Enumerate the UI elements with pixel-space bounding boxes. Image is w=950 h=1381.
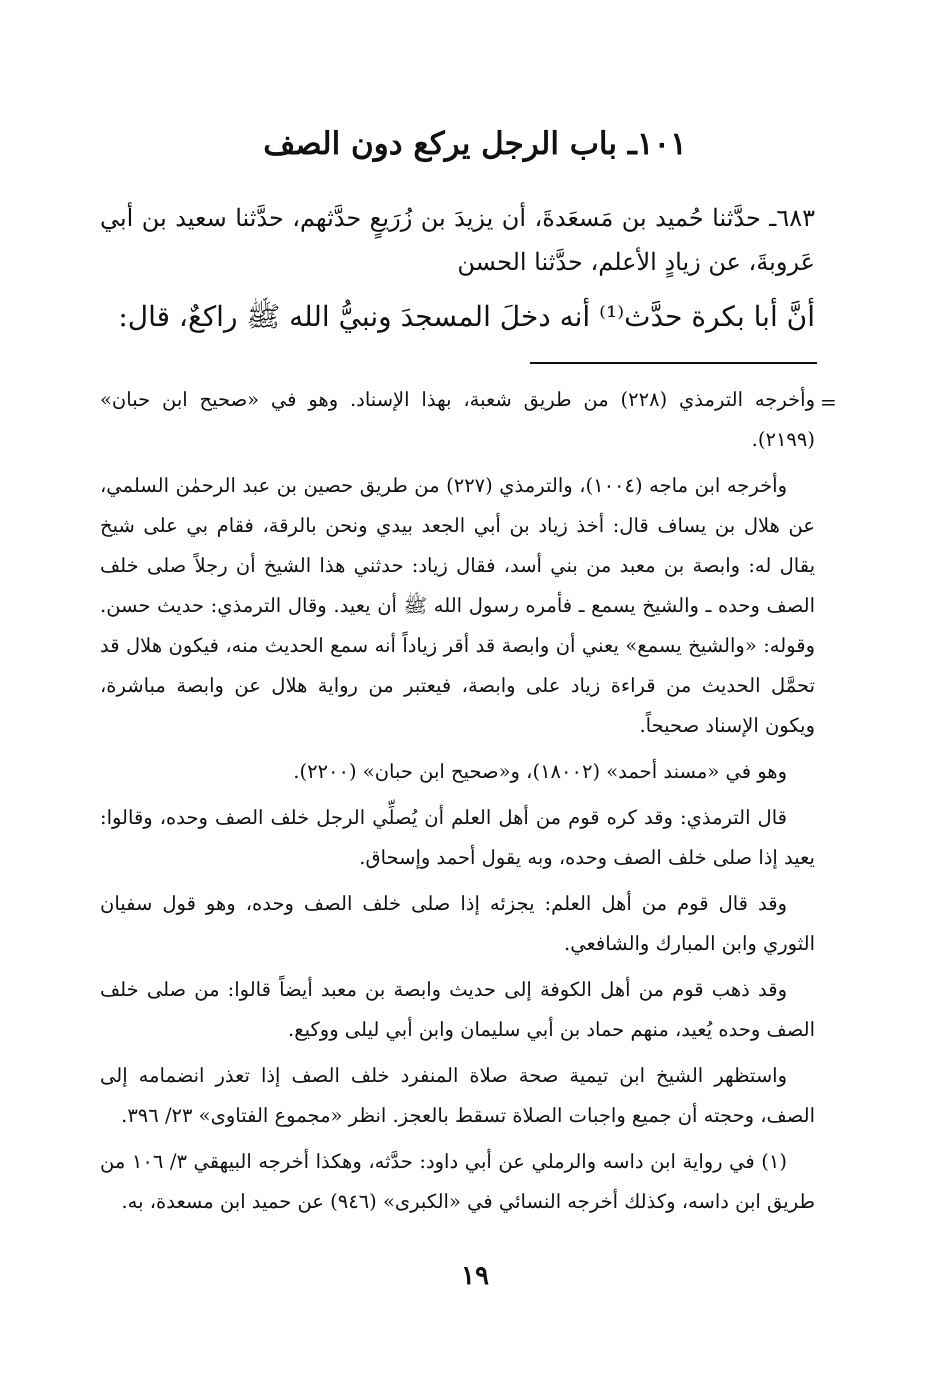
footnote-paragraph: وأخرجه الترمذي (٢٢٨) من طريق شعبة، بهذا الإسناد. وهو في «صحيح ابن حبان» (٢١٩٩). [100,388,815,451]
footnote-paragraph: وقد قال قوم من أهل العلم: يجزئه إذا صلى خلف الصف وحده، وهو قول سفيان الثوري وابن المبارك والشافعي. [100,892,815,955]
chapter-title: ١٠١ـ باب الرجل يركع دون الصف [263,126,687,162]
footnotes [100,380,815,1228]
footnote-paragraph: واستظهر الشيخ ابن تيمية صحة صلاة المنفرد خلف الصف إذا تعذر انضمامه إلى الصف، وحجته أن جميع واجبات الصلاة تسقط بالعجز. انظر «مجموع الفتاوى» ٢٣/ ٣٩٦. [100,1064,815,1127]
footnote-paragraph: قال الترمذي: وقد كره قوم من أهل العلم أن يُصلِّي الرجل خلف الصف وحده، وقالوا: يعيد إذا صلى خلف الصف وحده، وبه يقول أحمد وإسحاق. [100,806,815,869]
hadith-text [100,196,815,340]
footnote-separator [530,362,817,364]
footnote-continuation-mark: = [820,390,837,414]
footnote-paragraph: وهو في «مسند أحمد» (١٨٠٠٢)، و«صحيح ابن حبان» (٢٢٠٠). [293,760,787,783]
footnote-1: (١) في رواية ابن داسه والرملي عن أبي داود: حدَّثه، وهكذا أخرجه البيهقي ٣/ ١٠٦ من طريق ابن داسه، وكذلك أخرجه النسائي في «الكبرى» (٩٤٦) عن حميد ابن مسعدة، به. [100,1150,815,1213]
footnote-paragraph: وأخرجه ابن ماجه (١٠٠٤)، والترمذي (٢٢٧) من طريق حصين بن عبد الرحمٰن السلمي، عن هلال بن يساف قال: أخذ زياد بن أبي الجعد بيدي ونحن بالرقة، فقام بي على شيخ يقال له: وابصة بن معبد من بني أسد، فقال زياد: حدثني هذا الشيخ أن رجلاً صلى خلف الصف وحده ـ والشيخ يسمع ـ فأمره رسول الله ﷺ أن يعيد. وقال الترمذي: حديث حسن. وقوله: «والشيخ يسمع» يعني أن وابصة قد أقر زياداً أنه سمع الحديث منه، فيكون هلال قد تحمَّل الحديث من قراءة زياد على وابصة، فيعتبر من رواية هلال عن وابصة مباشرة، ويكون الإسناد صحيحاً. [100,474,815,737]
hadith-isnad: ٦٨٣ـ حدَّثنا حُميد بن مَسعَدةَ، أن يزيدَ بن زُرَيعٍ حدَّثهم، حدَّثنا سعيد بن أبي عَروبةَ، عن زيادٍ الأعلم، حدَّثنا الحسن [100,204,815,276]
hadith-matn: أنَّ أبا بكرة حدَّث⁽¹⁾ أنه دخلَ المسجدَ ونبيُّ الله ﷺ راكعٌ، قال: [118,300,815,333]
page-number: ١٩ [461,1261,489,1291]
footnote-paragraph: وقد ذهب قوم من أهل الكوفة إلى حديث وابصة بن معبد أيضاً قالوا: من صلى خلف الصف وحده يُعيد، منهم حماد بن أبي سليمان وابن أبي ليلى ووكيع. [100,978,815,1041]
